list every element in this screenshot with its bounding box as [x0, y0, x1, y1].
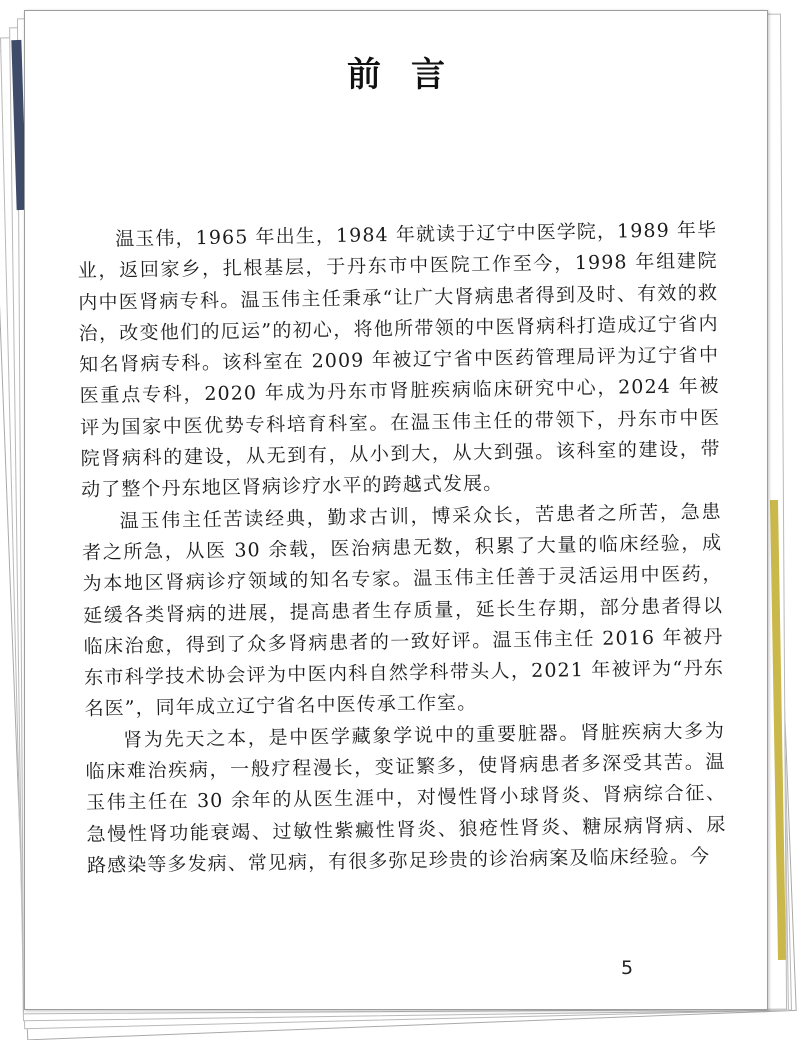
paragraph: 温玉伟，1965 年出生，1984 年就读于辽宁中医学院，1989 年毕业，返回家乡，扎根基层，于丹东市中医院工作至今，1998 年组建院内中医肾病专科。温玉伟主任秉承“让广大肾病患者得到及时、有效的救治，改变他们的厄运”的初心，将他所带领的中医肾病科打造成辽宁省内知名肾病专科。该科室在 2009 年被辽宁省中医药管理局评为辽宁省中医重点专科，2020 年成为丹东市肾脏疾病临床研究中心，2024 年被评为国家中医优势专科培育科室。在温玉伟主任的带领下，丹东市中医院肾病科的建设，从无到有，从小到大，从大到强。该科室的建设，带动了整个丹东地区肾病诊疗水平的跨越式发展。	[77, 218, 721, 502]
paragraph: 肾为先天之本，是中医学藏象学说中的重要脏器。肾脏疾病大多为临床难治疾病，一般疗程漫长，变证繁多，使肾病患者多深受其苦。温玉伟主任在 30 余年的从医生涯中，对慢性肾小球肾炎、肾病综合征、急慢性肾功能衰竭、过敏性紫癜性肾炎、狼疮性肾炎、糖尿病肾病、尿路感染等多发病、常见病，有很多弥足珍贵的诊治病案及临床经验。今	[85, 719, 727, 877]
page-title: 前言	[347, 55, 475, 95]
paragraph: 温玉伟主任苦读经典，勤求古训，博采众长，苦患者之所苦，急患者之所急，从医 30 余载，医治病患无数，积累了大量的临床经验，成为本地区肾病诊疗领域的知名专家。温玉伟主任善于灵活运用中医药，延缓各类肾病的进展，提高患者生存质量，延长生存期，部分患者得以临床治愈，得到了众多肾病患者的一致好评。温玉伟主任 2016 年被丹东市科学技术协会评为中医内科自然学科带头人，2021 年被评为“丹东名医”，同年成立辽宁省名中医传承工作室。	[81, 500, 725, 721]
page-body	[77, 215, 727, 882]
book-page	[24, 10, 768, 1010]
page-number: 5	[621, 957, 634, 979]
